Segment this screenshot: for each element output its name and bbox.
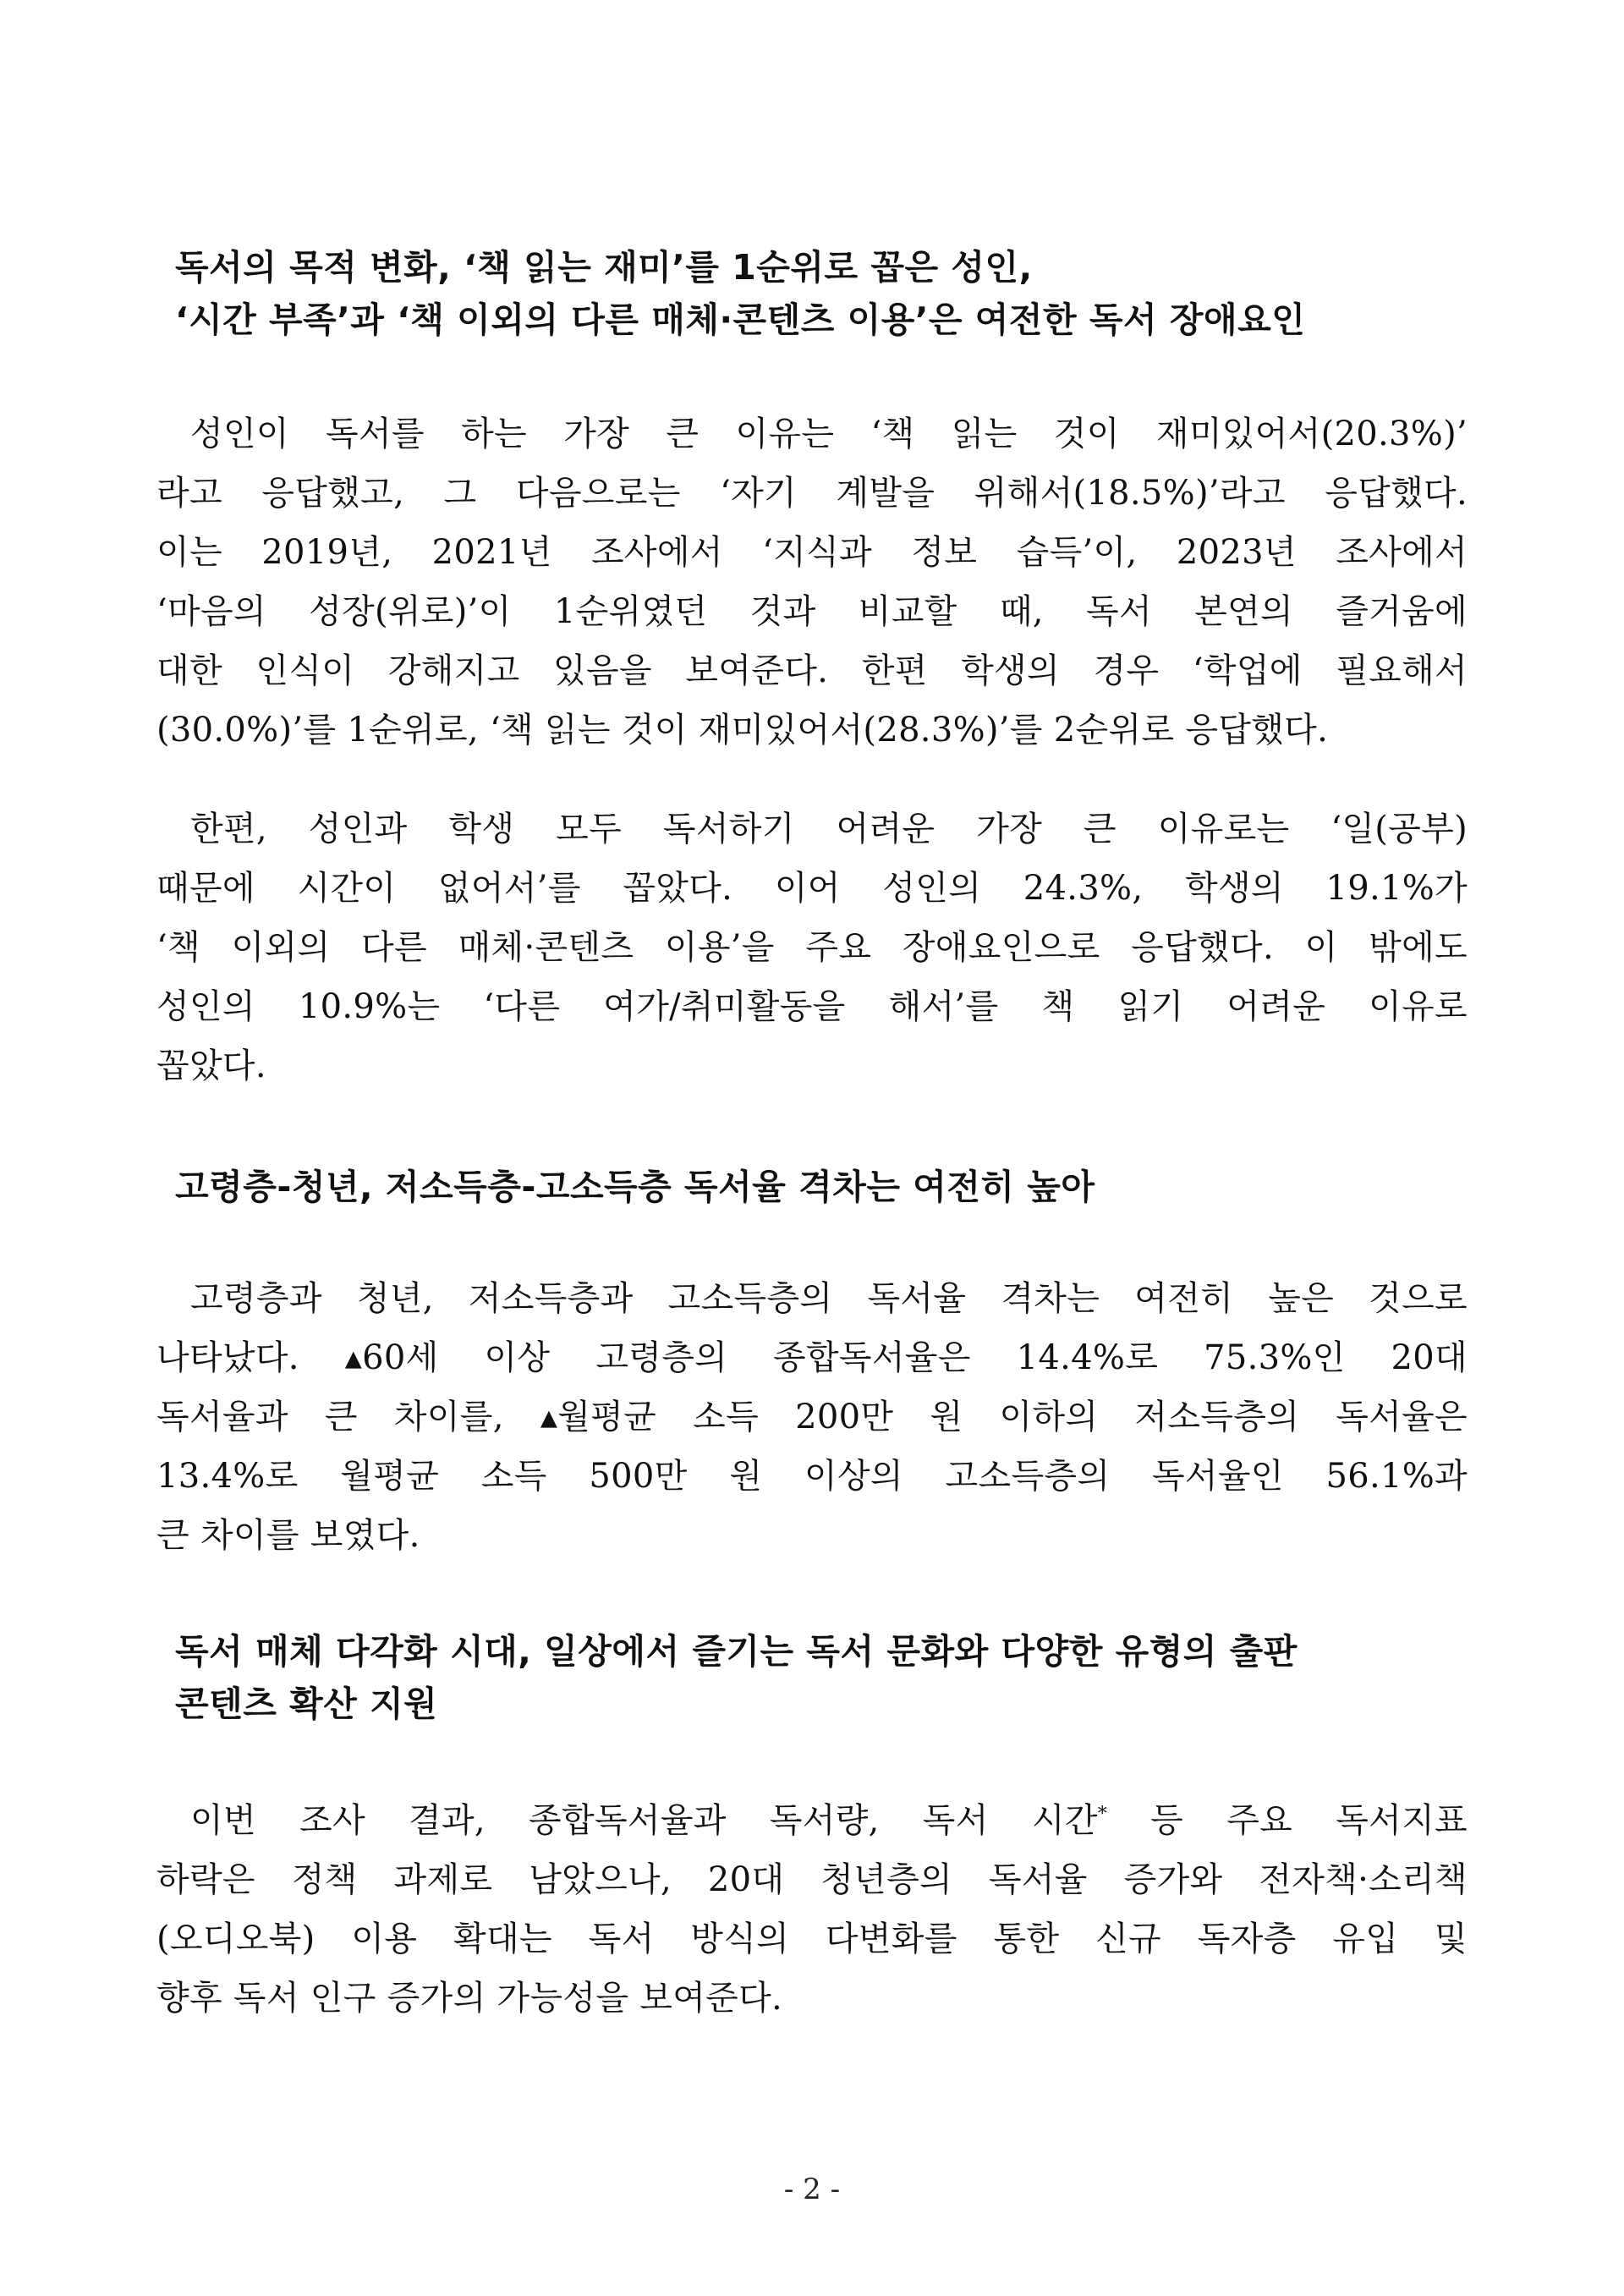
section-heading-reading-purpose bbox=[156, 241, 1305, 346]
paragraph-line: 때문에 시간이 없어서’를 꼽았다. 이어 성인의 24.3%, 학생의 19.1%가 bbox=[156, 869, 1468, 908]
paragraph-line: 라고 응답했고, 그 다음으로는 ‘자기 계발을 위해서(18.5%)’라고 응답했다. bbox=[156, 474, 1468, 513]
paragraph-line: 성인의 10.9%는 ‘다른 여가/취미활동을 해서’를 책 읽기 어려운 이유로 bbox=[156, 987, 1468, 1026]
paragraph-reading-obstacles bbox=[156, 799, 1468, 1096]
paragraph-line: 13.4%로 월평균 소득 500만 원 이상의 고소득층의 독서율인 56.1%과 bbox=[156, 1457, 1468, 1496]
paragraph-line: 큰 차이를 보였다. bbox=[156, 1516, 420, 1555]
paragraph-line: 이는 2019년, 2021년 조사에서 ‘지식과 정보 습득’이, 2023년 조사에서 bbox=[156, 533, 1468, 572]
section-heading-reading-support bbox=[156, 1625, 1486, 1730]
footnote-mark: * bbox=[1097, 1804, 1108, 1825]
heading-line: 독서의 목적 변화, ‘책 읽는 재미’를 1순위로 꼽은 성인, bbox=[175, 247, 1033, 288]
paragraph-reading-reasons bbox=[156, 404, 1468, 760]
document-page bbox=[156, 0, 1468, 2296]
paragraph-line: 성인이 독서를 하는 가장 큰 이유는 ‘책 읽는 것이 재미있어서(20.3%)’ bbox=[190, 415, 1468, 453]
heading-line: ‘시간 부족’과 ‘책 이외의 다른 매체·콘텐츠 이용’은 여전한 독서 장애요인 bbox=[175, 299, 1306, 340]
paragraph-line: 독서율과 큰 차이를, ▴월평균 소득 200만 원 이하의 저소득층의 독서율은 bbox=[156, 1398, 1468, 1436]
heading-line: 독서 매체 다각화 시대, 일상에서 즐기는 독서 문화와 다양한 유형의 출판 bbox=[175, 1631, 1298, 1672]
paragraph-line: 고령층과 청년, 저소득층과 고소득층의 독서율 격차는 여전히 높은 것으로 bbox=[190, 1279, 1468, 1318]
paragraph-line: (오디오북) 이용 확대는 독서 방식의 다변화를 통한 신규 독자층 유입 및 bbox=[156, 1920, 1468, 1958]
paragraph-line: ‘책 이외의 다른 매체·콘텐츠 이용’을 주요 장애요인으로 응답했다. 이 밖에도 bbox=[156, 928, 1468, 967]
heading-line: 콘텐츠 확산 지원 bbox=[175, 1684, 438, 1724]
page-number: - 2 - bbox=[783, 2172, 841, 2206]
paragraph-survey-results bbox=[156, 1791, 1468, 2028]
paragraph-line: 대한 인식이 강해지고 있음을 보여준다. 한편 학생의 경우 ‘학업에 필요해서 bbox=[156, 651, 1468, 690]
paragraph-line: ‘마음의 성장(위로)’이 1순위였던 것과 비교할 때, 독서 본연의 즐거움에 bbox=[156, 592, 1468, 631]
paragraph-line: (30.0%)’를 1순위로, ‘책 읽는 것이 재미있어서(28.3%)’를 2순위로 응답했다. bbox=[156, 711, 1329, 750]
section-heading-reading-gap bbox=[156, 1161, 1095, 1213]
paragraph-line: 꼽았다. bbox=[156, 1046, 266, 1085]
paragraph-text: 등 주요 독서지표 bbox=[1107, 1801, 1468, 1840]
paragraph-reading-gap bbox=[156, 1269, 1468, 1565]
paragraph-line: 하락은 정책 과제로 남았으나, 20대 청년층의 독서율 증가와 전자책·소리책 bbox=[156, 1860, 1468, 1899]
paragraph-line: 나타났다. ▴60세 이상 고령층의 종합독서율은 14.4%로 75.3%인 20대 bbox=[156, 1338, 1468, 1377]
heading-line: 고령층-청년, 저소득층-고소득층 독서율 격차는 여전히 높아 bbox=[175, 1167, 1095, 1207]
paragraph-line: 한편, 성인과 학생 모두 독서하기 어려운 가장 큰 이유로는 ‘일(공부) bbox=[190, 810, 1468, 849]
paragraph-line bbox=[156, 1791, 1468, 1850]
paragraph-text: 이번 조사 결과, 종합독서율과 독서량, 독서 시간 bbox=[190, 1801, 1098, 1840]
paragraph-line: 향후 독서 인구 증가의 가능성을 보여준다. bbox=[156, 1979, 783, 2018]
